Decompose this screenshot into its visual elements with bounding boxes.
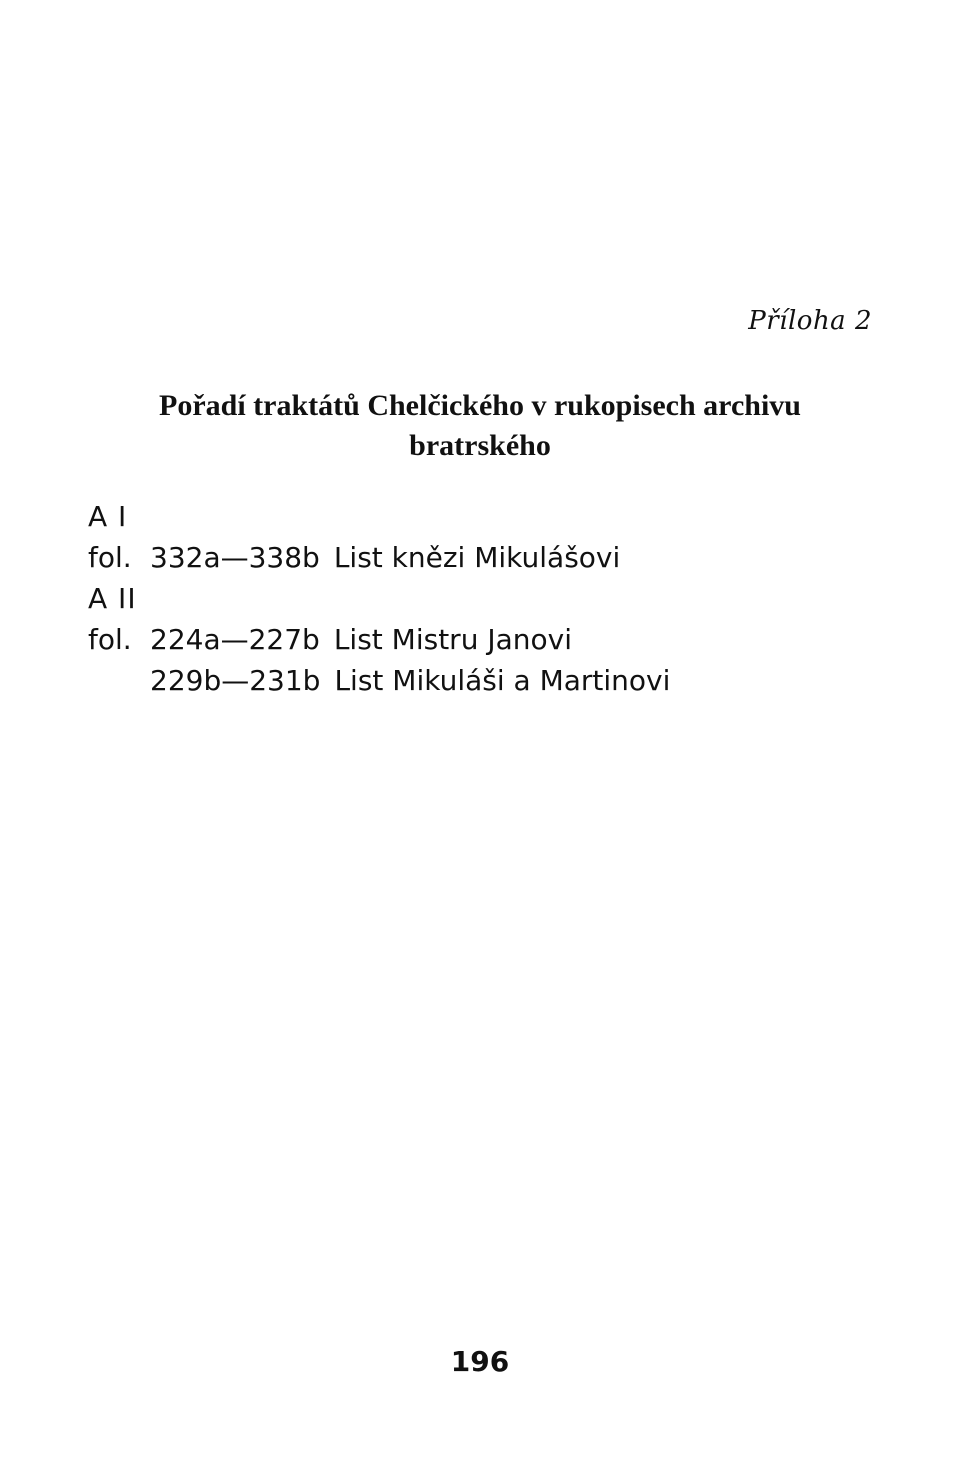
folio-prefix: fol. [88, 623, 132, 656]
folio-prefix [88, 660, 150, 701]
section-title [100, 386, 860, 466]
manuscript-list [88, 496, 888, 701]
page-number: 196 [450, 1345, 510, 1378]
folio-range: 229b—231b [150, 664, 321, 697]
folio-range: 332a—338b [150, 541, 320, 574]
treatise-title: List knězi Mikulášovi [333, 541, 621, 574]
manuscript-entry [88, 619, 888, 660]
section-title-line-1: Pořadí traktátů Chelčického v rukopisech archivu [159, 389, 801, 422]
manuscript-label-a-ii: A II [88, 582, 137, 615]
section-title-line-2: bratrského [409, 429, 551, 462]
manuscript-entry [88, 660, 888, 701]
folio-range: 224a—227b [150, 623, 320, 656]
treatise-title: List Mistru Janovi [333, 623, 572, 656]
folio-prefix: fol. [88, 541, 132, 574]
manuscript-label-a-i: A I [88, 500, 128, 533]
manuscript-entry [88, 537, 888, 578]
treatise-title: List Mikuláši a Martinovi [334, 664, 671, 697]
appendix-label: Příloha 2 [748, 306, 872, 336]
